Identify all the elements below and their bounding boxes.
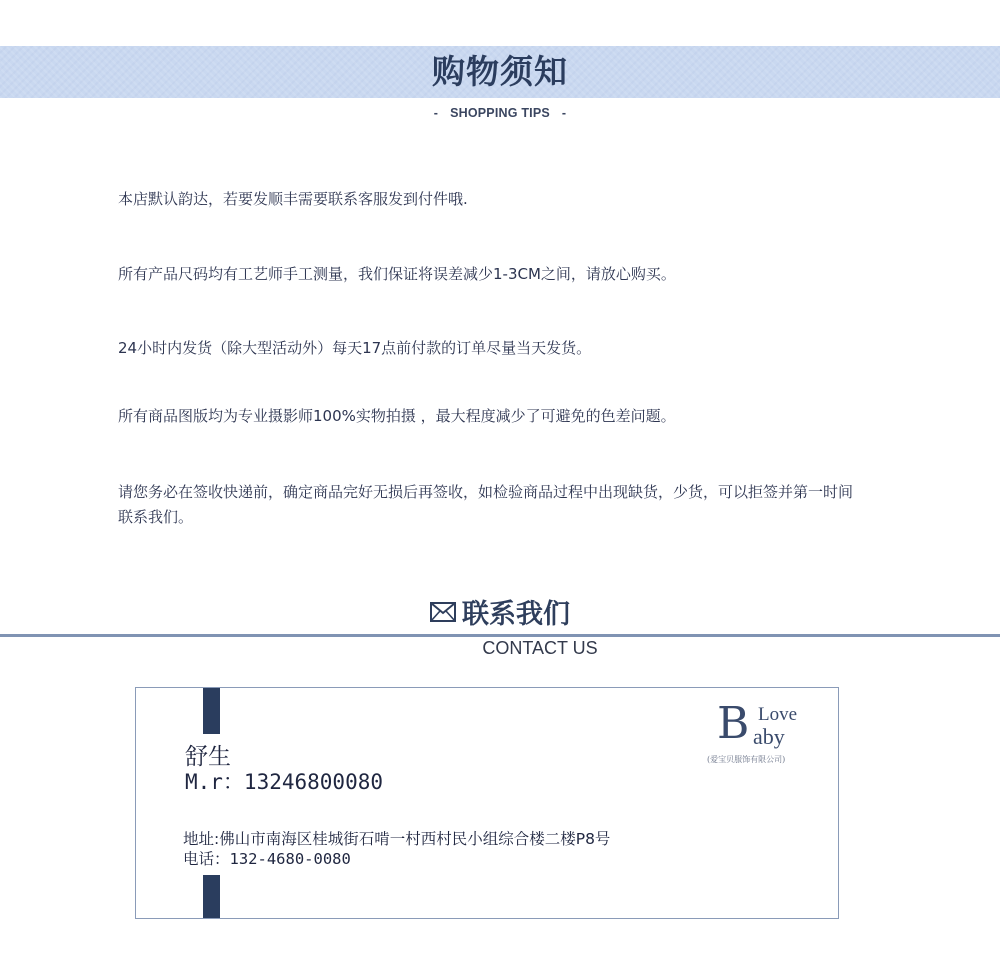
contact-divider — [0, 634, 1000, 637]
tip-item-4: 所有商品图版均为专业摄影师100%实物拍摄 ，最大程度减少了可避免的色差问题。 — [118, 407, 676, 425]
page-title: 购物须知 — [432, 52, 568, 91]
contact-title: 联系我们 — [462, 599, 570, 630]
subtitle-text: SHOPPING TIPS — [450, 106, 550, 120]
contact-heading — [0, 596, 1000, 634]
tip-item-3: 24小时内发货（除大型活动外）每天17点前付款的订单尽量当天发货。 — [118, 339, 592, 357]
love-baby-logo — [707, 698, 823, 771]
contact-telephone: 电话：132-4680-0080 — [183, 850, 351, 868]
contact-name: 舒生 — [185, 744, 231, 770]
card-accent-bar-bottom — [203, 875, 220, 918]
tip-item-2: 所有产品尺码均有工艺师手工测量，我们保证将误差减少1-3CM之间，请放心购买。 — [118, 265, 676, 283]
contact-subtitle: CONTACT US — [482, 638, 598, 658]
logo-aby-text: aby — [753, 724, 785, 749]
page-subtitle — [0, 106, 1000, 120]
mail-icon — [430, 595, 456, 633]
subtitle-dash-right: - — [561, 106, 567, 120]
contact-phone: M.r：13246800080 — [185, 770, 384, 794]
contact-address: 地址:佛山市南海区桂城街石啃一村西村民小组综合楼二楼P8号 — [183, 830, 611, 848]
logo-love-text: Love — [758, 704, 798, 725]
tip-item-5: 请您务必在签收快递前，确定商品完好无损后再签收，如检验商品过程中出现缺货，少货，可以拒签并第一时间联系我们。 — [118, 483, 854, 526]
logo-company-name: (爱宝贝服饰有限公司) — [707, 755, 786, 764]
card-accent-bar-top — [203, 688, 220, 734]
subtitle-dash-left: - — [433, 106, 439, 120]
tip-item-1: 本店默认韵达，若要发顺丰需要联系客服发到付件哦. — [118, 190, 468, 208]
logo-letter-b: B — [717, 698, 750, 749]
